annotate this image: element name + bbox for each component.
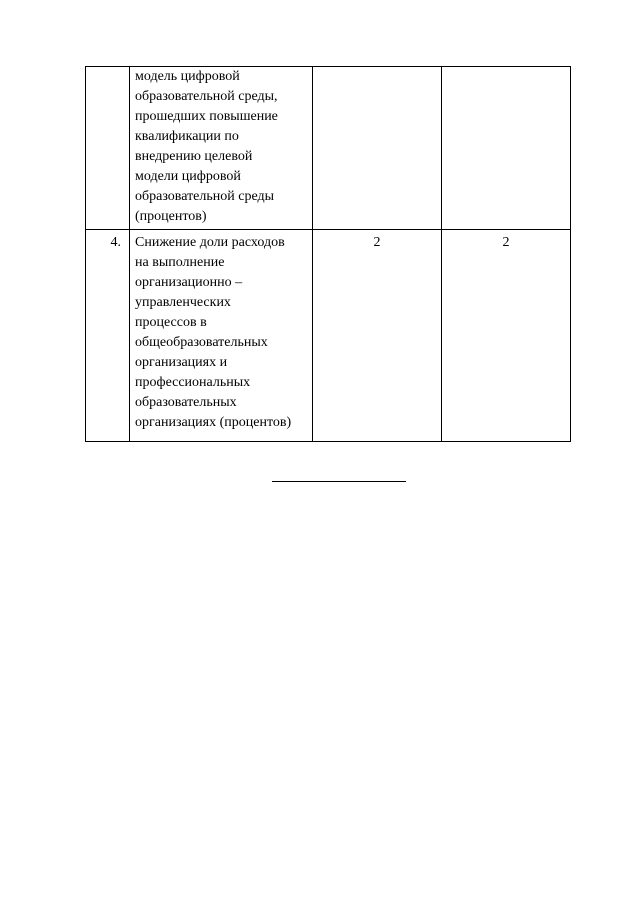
indicator-value-2 — [442, 67, 571, 230]
table-row — [86, 67, 571, 230]
indicator-table — [85, 66, 571, 442]
table-row — [86, 230, 571, 442]
indicator-name: модель цифровой образовательной среды, прошедших повышение квалификации по внедрению целевой модели цифровой образовательной среды (процентов) — [130, 67, 313, 230]
indicator-value-2: 2 — [442, 230, 571, 442]
row-number: 4. — [86, 230, 130, 442]
end-separator-line — [272, 481, 406, 482]
row-number — [86, 67, 130, 230]
indicator-value-1 — [313, 67, 442, 230]
indicator-name: Снижение доли расходов на выполнение организационно – управленческих процессов в общеобразовательных организациях и профессиональных образовательных организациях (процентов) — [130, 230, 313, 442]
indicator-value-1: 2 — [313, 230, 442, 442]
